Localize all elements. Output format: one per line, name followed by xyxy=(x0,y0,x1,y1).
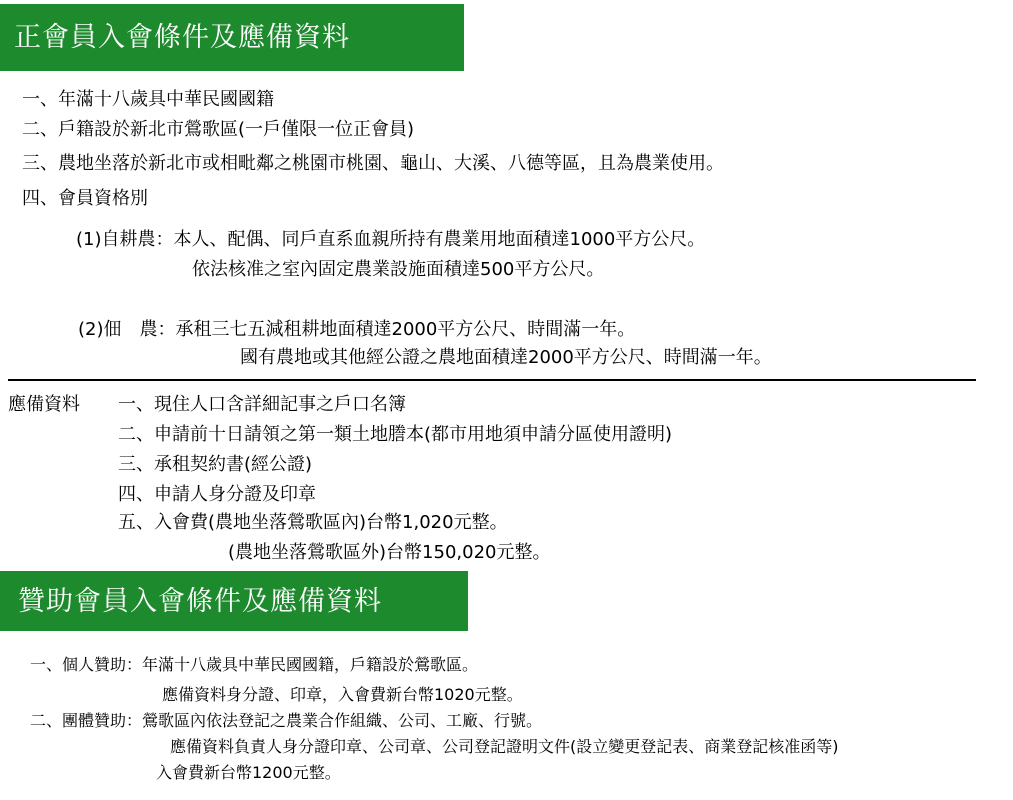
regular-condition-farmland: 三、農地坐落於新北市或相毗鄰之桃園市桃園、龜山、大溪、八德等區，且為農業使用。 xyxy=(22,153,724,174)
sponsor-group: 二、團體贊助：鶯歌區內依法登記之農業合作組織、公司、工廠、行號。 xyxy=(30,711,543,730)
sponsor-member-title: 贊助會員入會條件及應備資料 xyxy=(0,571,468,631)
qualification-tenant-state-land: 國有農地或其他經公證之農地面積達2000平方公尺、時間滿一年。 xyxy=(240,347,772,368)
required-doc-fee-outside: (農地坐落鶯歌區外)台幣150,020元整。 xyxy=(228,542,551,563)
required-doc-fee-inside: 五、入會費(農地坐落鶯歌區內)台幣1,020元整。 xyxy=(118,512,508,533)
sponsor-group-docs: 應備資料負責人身分證印章、公司章、公司登記證明文件(設立變更登記表、商業登記核准函等) xyxy=(170,737,839,756)
qualification-self-farmer-facility: 依法核准之室內固定農業設施面積達500平方公尺。 xyxy=(192,259,605,280)
regular-condition-age: 一、年滿十八歲具中華民國國籍 xyxy=(22,89,274,110)
required-doc-id-seal: 四、申請人身分證及印章 xyxy=(118,484,316,505)
section-divider xyxy=(8,379,976,381)
required-doc-land-transcript: 二、申請前十日請領之第一類土地謄本(都市用地須申請分區使用證明) xyxy=(118,424,673,445)
required-docs-label: 應備資料 xyxy=(8,394,80,415)
regular-condition-qualification-heading: 四、會員資格別 xyxy=(22,188,148,209)
qualification-tenant-farmer: (2)佃 農：承租三七五減租耕地面積達2000平方公尺、時間滿一年。 xyxy=(78,319,636,340)
regular-condition-household: 二、戶籍設於新北市鶯歌區(一戶僅限一位正會員) xyxy=(22,119,415,140)
sponsor-group-fee: 入會費新台幣1200元整。 xyxy=(156,763,341,782)
sponsor-individual-docs: 應備資料身分證、印章，入會費新台幣1020元整。 xyxy=(162,685,523,704)
required-doc-lease-contract: 三、承租契約書(經公證) xyxy=(118,454,313,475)
sponsor-individual: 一、個人贊助：年滿十八歲具中華民國國籍，戶籍設於鶯歌區。 xyxy=(30,655,479,674)
required-doc-household-register: 一、現住人口含詳細記事之戶口名簿 xyxy=(118,394,406,415)
qualification-self-farmer: (1)自耕農：本人、配偶、同戶直系血親所持有農業用地面積達1000平方公尺。 xyxy=(76,229,706,250)
regular-member-title: 正會員入會條件及應備資料 xyxy=(0,4,464,71)
